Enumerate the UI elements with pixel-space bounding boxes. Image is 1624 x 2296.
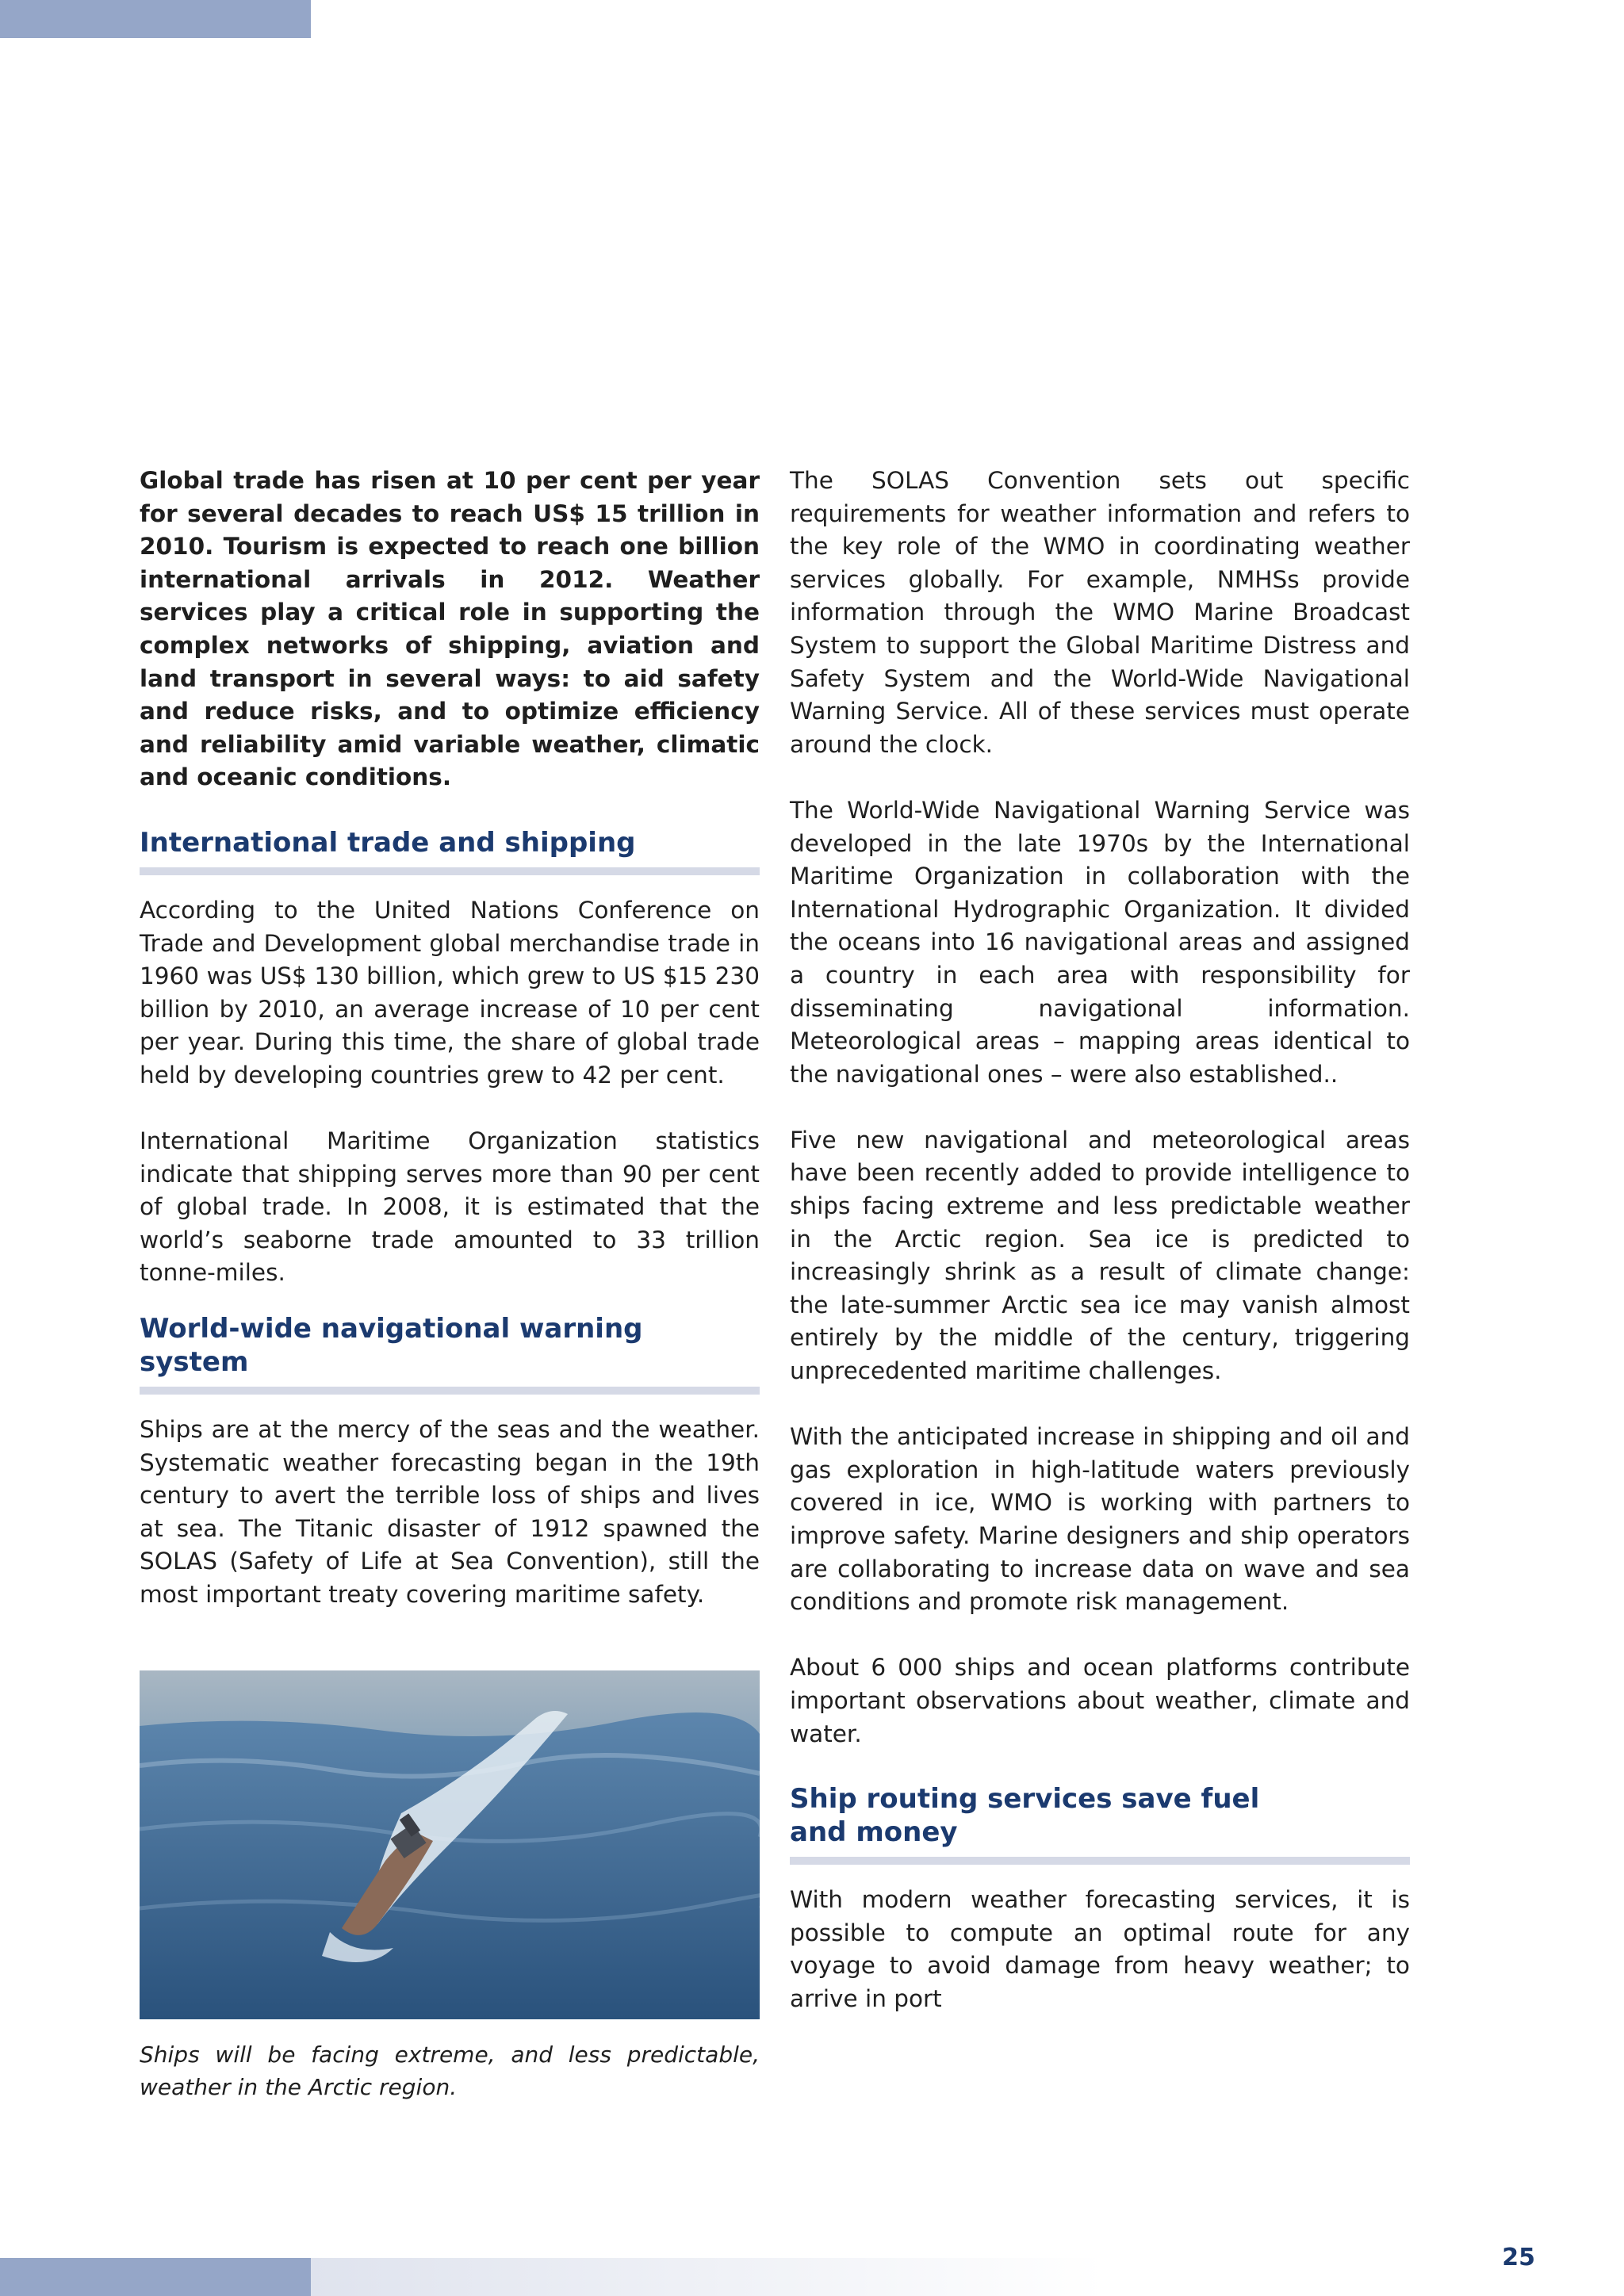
top-accent-bar [0, 0, 311, 38]
heading-ship-routing-line2: and money [790, 1816, 958, 1849]
heading-ship-routing [790, 1782, 1410, 1849]
right-column [790, 465, 1410, 2016]
paragraph-solas: The SOLAS Convention sets out specific requirements for weather information and refers to the key role of the WMO in coordinating weather services globally. For example, NMHSs provide information through the WMO Marine Broadcast System to support the Global Maritime Distress and Safety System and the World-Wide Navigational Warning Service. All of these services must operate around the clock. [790, 467, 1410, 758]
heading-ship-routing-line1: Ship routing services save fuel [790, 1783, 1260, 1816]
heading-rule [790, 1857, 1410, 1865]
ship-photo [140, 1670, 760, 2019]
paragraph-arctic-areas: Five new navigational and meteorological areas have been recently added to provide intelligence to ships facing extreme and less predictable weather in the Arctic region. Sea ice is predicted to increasingly shrink as a result of climate change: the late-summer Arctic sea ice may vanish almost entirely by the middle of the century, triggering unprecedented maritime challenges. [790, 1126, 1410, 1385]
ship-illustration [140, 1670, 760, 2019]
paragraph-ship-routing: With modern weather forecasting services, it is possible to compute an optimal route for any voyage to avoid damage from heavy weather; to arrive in port [790, 1886, 1410, 2012]
heading-rule [140, 1387, 760, 1395]
heading-rule [140, 867, 760, 875]
photo-caption: Ships will be facing extreme, and less predictable, weather in the Arctic region. [140, 2041, 760, 2101]
intro-paragraph: Global trade has risen at 10 per cent per year for several decades to reach US$ 15 trillion in 2010. Tourism is expected to reach one billion international arrivals in 2012. Weather services play a critical role in supporting the complex networks of shipping, aviation and land transport in several ways: to aid safety and reduce risks, and to optimize efficiency and reliability amid variable weather, climatic and oceanic conditions. [140, 467, 760, 791]
bottom-accent-bar [0, 2258, 311, 2296]
paragraph-trade-1: According to the United Nations Conference on Trade and Development global merchandise trade in 1960 was US$ 130 billion, which grew to US $15 230 billion by 2010, an average increase of 10 per cent per year. During this time, the share of global trade held by developing countries grew to 42 per cent. [140, 896, 760, 1089]
paragraph-trade-2: International Maritime Organization statistics indicate that shipping serves more than 90 per cent of global trade. In 2008, it is estimated that the world’s seaborne trade amounted to 33 trillion tonne-miles. [140, 1127, 760, 1287]
bottom-gradient-bar [311, 2258, 1104, 2296]
left-column [140, 465, 760, 2104]
paragraph-navigational-1: Ships are at the mercy of the seas and the weather. Systematic weather forecasting began in the 19th century to avert the terrible loss of ships and lives at sea. The Titanic disaster of 1912 spawned the SOLAS (Safety of Life at Sea Convention), still the most important treaty covering maritime safety. [140, 1416, 760, 1609]
heading-international-trade: International trade and shipping [140, 826, 636, 859]
page-number: 25 [1502, 2244, 1535, 2271]
paragraph-observations: About 6 000 ships and ocean platforms contribute important observations about weather, climate and water. [790, 1654, 1410, 1747]
paragraph-shipping-increase: With the anticipated increase in shipping and oil and gas exploration in high-latitude waters previously covered in ice, WMO is working with partners to improve safety. Marine designers and ship operators are collaborating to increase data on wave and sea conditions and promote risk management. [790, 1423, 1410, 1616]
heading-navigational-warning: World-wide navigational warning system [140, 1313, 643, 1379]
paragraph-warning-service: The World-Wide Navigational Warning Service was developed in the late 1970s by the International Maritime Organization in collaboration with the International Hydrographic Organization. It divided the oceans into 16 navigational areas and assigned a country in each area with responsibility for disseminating navigational information. Meteorological areas – mapping areas identical to the navigational ones – were also established.. [790, 796, 1410, 1088]
